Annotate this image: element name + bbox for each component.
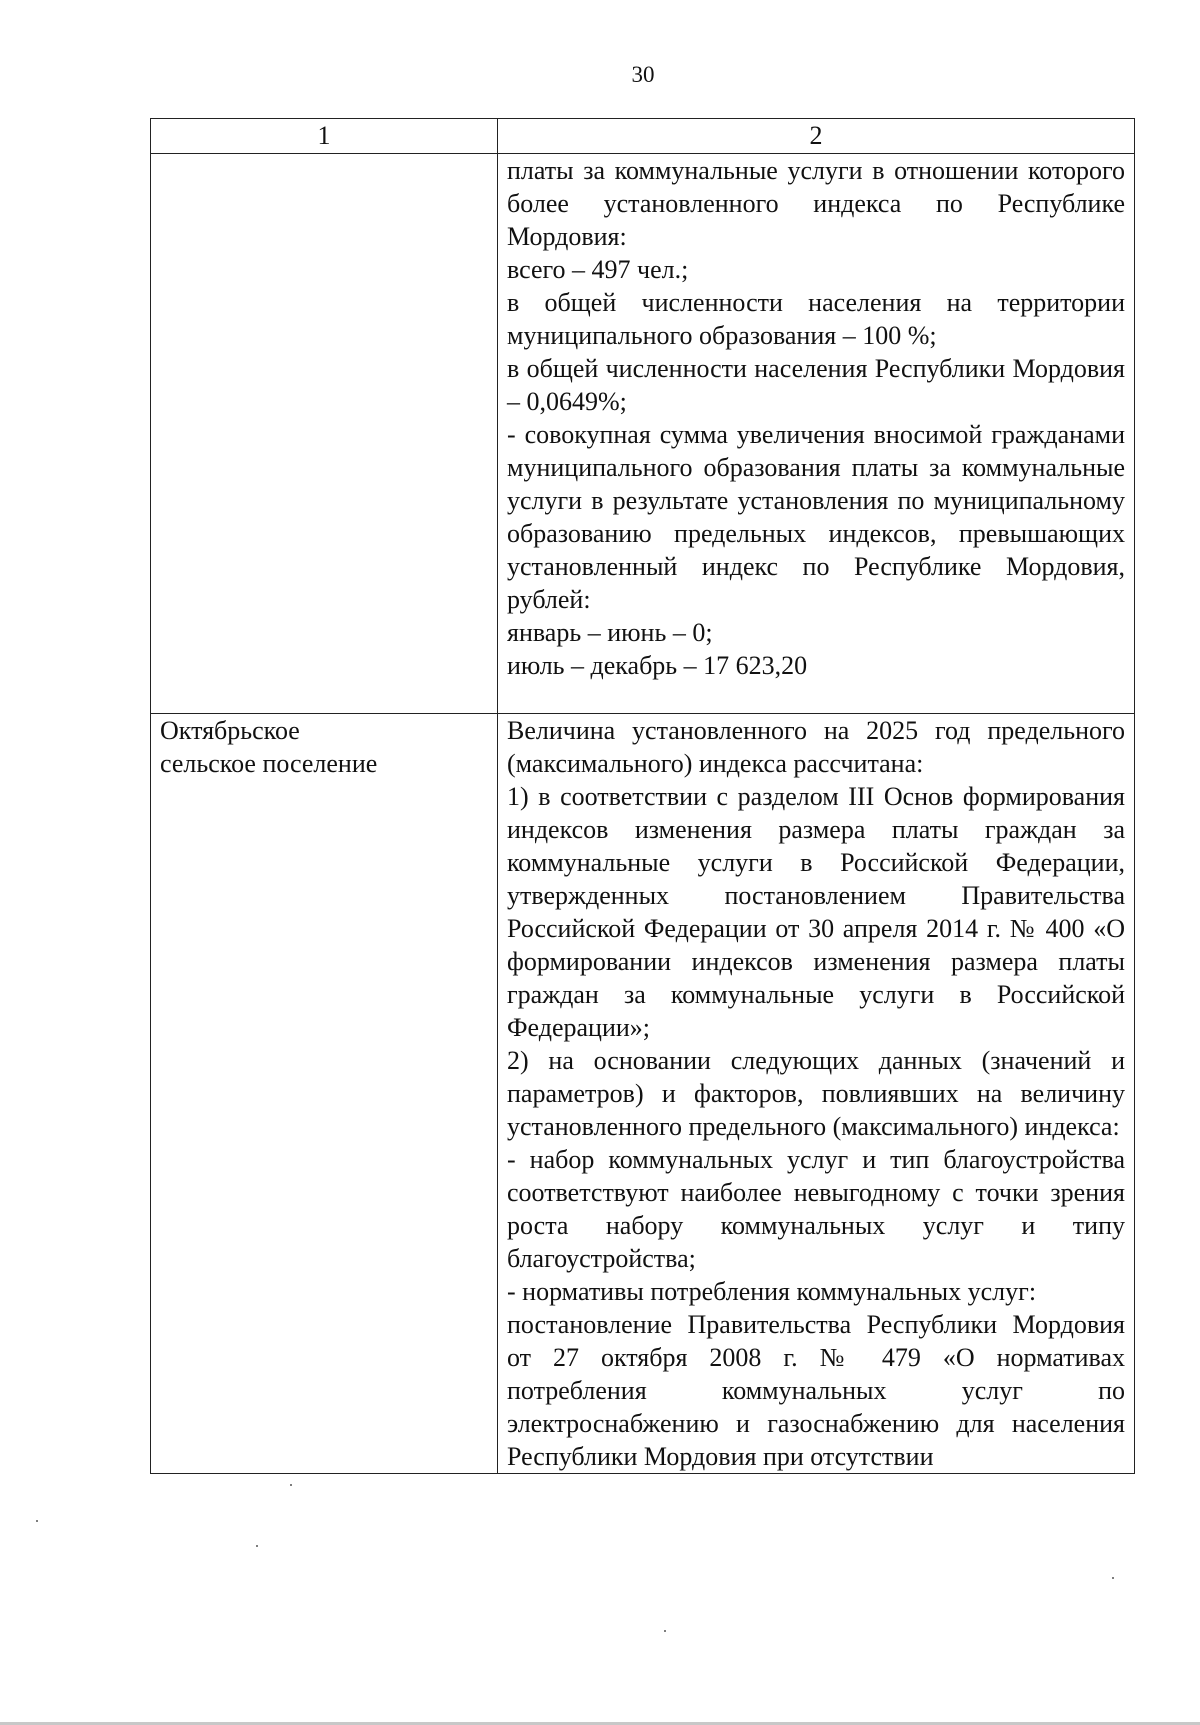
- page-number: 30: [631, 62, 655, 87]
- paragraph: - набор коммунальных услуг и тип благоустройства соответствуют наиболее невыгодному с точки зрения роста набору коммунальных услуг и типу благоустройства;: [507, 1145, 1125, 1273]
- region-cell: Октябрьское сельское поселение: [151, 714, 498, 1474]
- table-row: [151, 714, 1135, 1474]
- scan-speck: [1112, 1577, 1114, 1579]
- paragraph: июль – декабрь – 17 623,20: [507, 651, 808, 680]
- description-cell: [498, 154, 1135, 714]
- paragraph: 2) на основании следующих данных (значений и параметров) и факторов, повлиявших на величину установленного предельного (максимального) индекса:: [507, 1046, 1125, 1141]
- column-header-2: 2: [498, 119, 1135, 154]
- scan-speck: [36, 1520, 38, 1522]
- scan-speck: [256, 1545, 258, 1547]
- paragraph: платы за коммунальные услуги в отношении которого более установленного индекса по Республике Мордовия:: [507, 156, 1125, 251]
- document-table: [150, 118, 1135, 1474]
- paragraph: постановление Правительства Республики Мордовия от 27 октября 2008 г. № 479 «О нормативах потребления коммунальных услуг по электроснабжению и газоснабжению для населения Республики Мордовия при отсутствии: [507, 1310, 1125, 1471]
- paragraph: Величина установленного на 2025 год предельного (максимального) индекса рассчитана:: [507, 716, 1125, 778]
- paragraph: в общей численности населения Республики Мордовия – 0,0649%;: [507, 354, 1125, 416]
- paragraph: 1) в соответствии с разделом III Основ формирования индексов изменения размера платы граждан за коммунальные услуги в Российской Федерации, утвержденных постановлением Правительства Российской Федерации от 30 апреля 2014 г. № 400 «О формировании индексов изменения размера платы граждан за коммунальные услуги в Российской Федерации»;: [507, 782, 1125, 1042]
- description-cell: [498, 714, 1135, 1474]
- table-header-row: [151, 119, 1135, 154]
- paragraph: - нормативы потребления коммунальных услуг:: [507, 1277, 1037, 1306]
- scan-speck: [290, 1484, 292, 1486]
- column-header-1: 1: [151, 119, 498, 154]
- paragraph: - совокупная сумма увеличения вносимой гражданами муниципального образования платы за коммунальные услуги в результате установления по муниципальному образованию предельных индексов, превышающих установленный индекс по Республике Мордовия, рублей:: [507, 420, 1125, 614]
- scan-speck: [664, 1630, 666, 1632]
- table-row: [151, 154, 1135, 714]
- paragraph: январь – июнь – 0;: [507, 618, 713, 647]
- region-cell: [151, 154, 498, 714]
- paragraph: в общей численности населения на территории муниципального образования – 100 %;: [507, 288, 1125, 350]
- paragraph: всего – 497 чел.;: [507, 255, 689, 284]
